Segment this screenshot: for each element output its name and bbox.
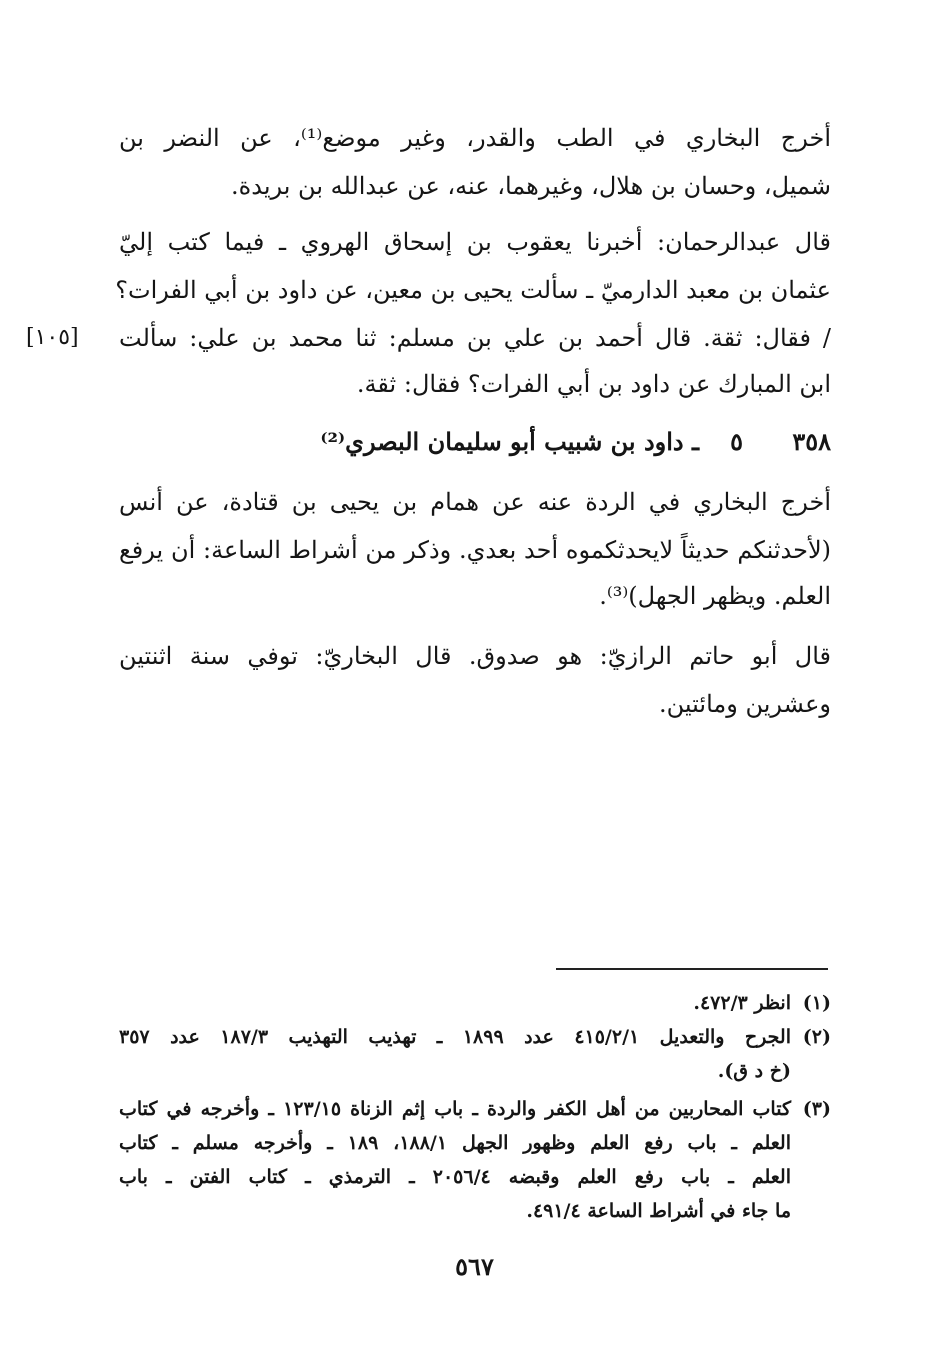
footnote-1-line-1: انظر ٤٧٢/٣.	[693, 992, 791, 1014]
footnote-3-line-2: العلم ـ باب رفع العلم وظهور الجهل ١٨٨/١، ١٨٩ ـ وأخرجه مسلم ـ كتاب	[119, 1132, 791, 1154]
paragraph-4-line-1: قال أبو حاتم الرازيّ: هو صدوق. قال البخاريّ: توفي سنة اثنتين	[119, 642, 831, 670]
paragraph-3-line-3: العلم. ويظهر الجهل)⁽³⁾.	[599, 582, 831, 610]
paragraph-3-line-1: أخرج البخاري في الردة عنه عن همام بن يحيى بن قتادة، عن أنس	[119, 488, 831, 516]
entry-number: ٣٥٨	[792, 427, 831, 456]
footnote-3-line-3: العلم ـ باب رفع العلم وقبضه ٢٠٥٦/٤ ـ الترمذي ـ كتاب الفتن ـ باب	[119, 1166, 791, 1188]
paragraph-1-line-2: شميل، وحسان بن هلال، وغيرهما، عنه، عن عبدالله بن بريدة.	[231, 172, 831, 200]
paragraph-2-line-4: ابن المبارك عن داود بن أبي الفرات؟ فقال: ثقة.	[356, 370, 831, 398]
footnote-separator	[556, 968, 828, 970]
paragraph-2-line-1: قال عبدالرحمان: أخبرنا يعقوب بن إسحاق الهروي ـ فيما كتب إليّ	[119, 228, 831, 256]
entry-sub-number: ٥	[730, 427, 743, 456]
footnote-3-line-1: كتاب المحاربين من أهل الكفر والردة ـ باب إثم الزناة ١٢٣/١٥ ـ وأخرجه في كتاب	[119, 1098, 791, 1120]
paragraph-3-line-2: (لأحدثنكم حديثاً لايحدثكموه أحد بعدي. وذكر من أشراط الساعة: أن يرفع	[119, 536, 831, 564]
page-number: ٥٦٧	[455, 1252, 494, 1281]
footnote-1-marker: (١)	[802, 992, 831, 1014]
paragraph-2-line-3: / فقال: ثقة. قال أحمد بن علي بن مسلم: ثنا محمد بن علي: سألت	[119, 324, 831, 352]
footnote-2-marker: (٢)	[802, 1026, 831, 1048]
footnote-3-line-4: ما جاء في أشراط الساعة ٤٩١/٤.	[526, 1200, 791, 1222]
entry-title: ـ داود بن شبيب أبو سليمان البصري⁽²⁾	[320, 427, 699, 456]
paragraph-1-line-1: أخرج البخاري في الطب والقدر، وغير موضع⁽¹⁾، عن النضر بن	[119, 124, 832, 152]
footnote-3-marker: (٣)	[802, 1098, 831, 1120]
footnote-2-line-1: الجرح والتعديل ٤١٥/٢/١ عدد ١٨٩٩ ـ تهذيب التهذيب ١٨٧/٣ عدد ٣٥٧	[119, 1026, 791, 1048]
footnote-2-line-2: (خ د ق).	[717, 1060, 791, 1082]
paragraph-4-line-2: وعشرين ومائتين.	[659, 690, 831, 718]
margin-page-reference: [١٠٥]	[26, 325, 79, 350]
paragraph-2-line-2: عثمان بن معبد الدارميّ ـ سألت يحيى بن معين، عن داود بن أبي الفرات؟	[115, 276, 831, 304]
